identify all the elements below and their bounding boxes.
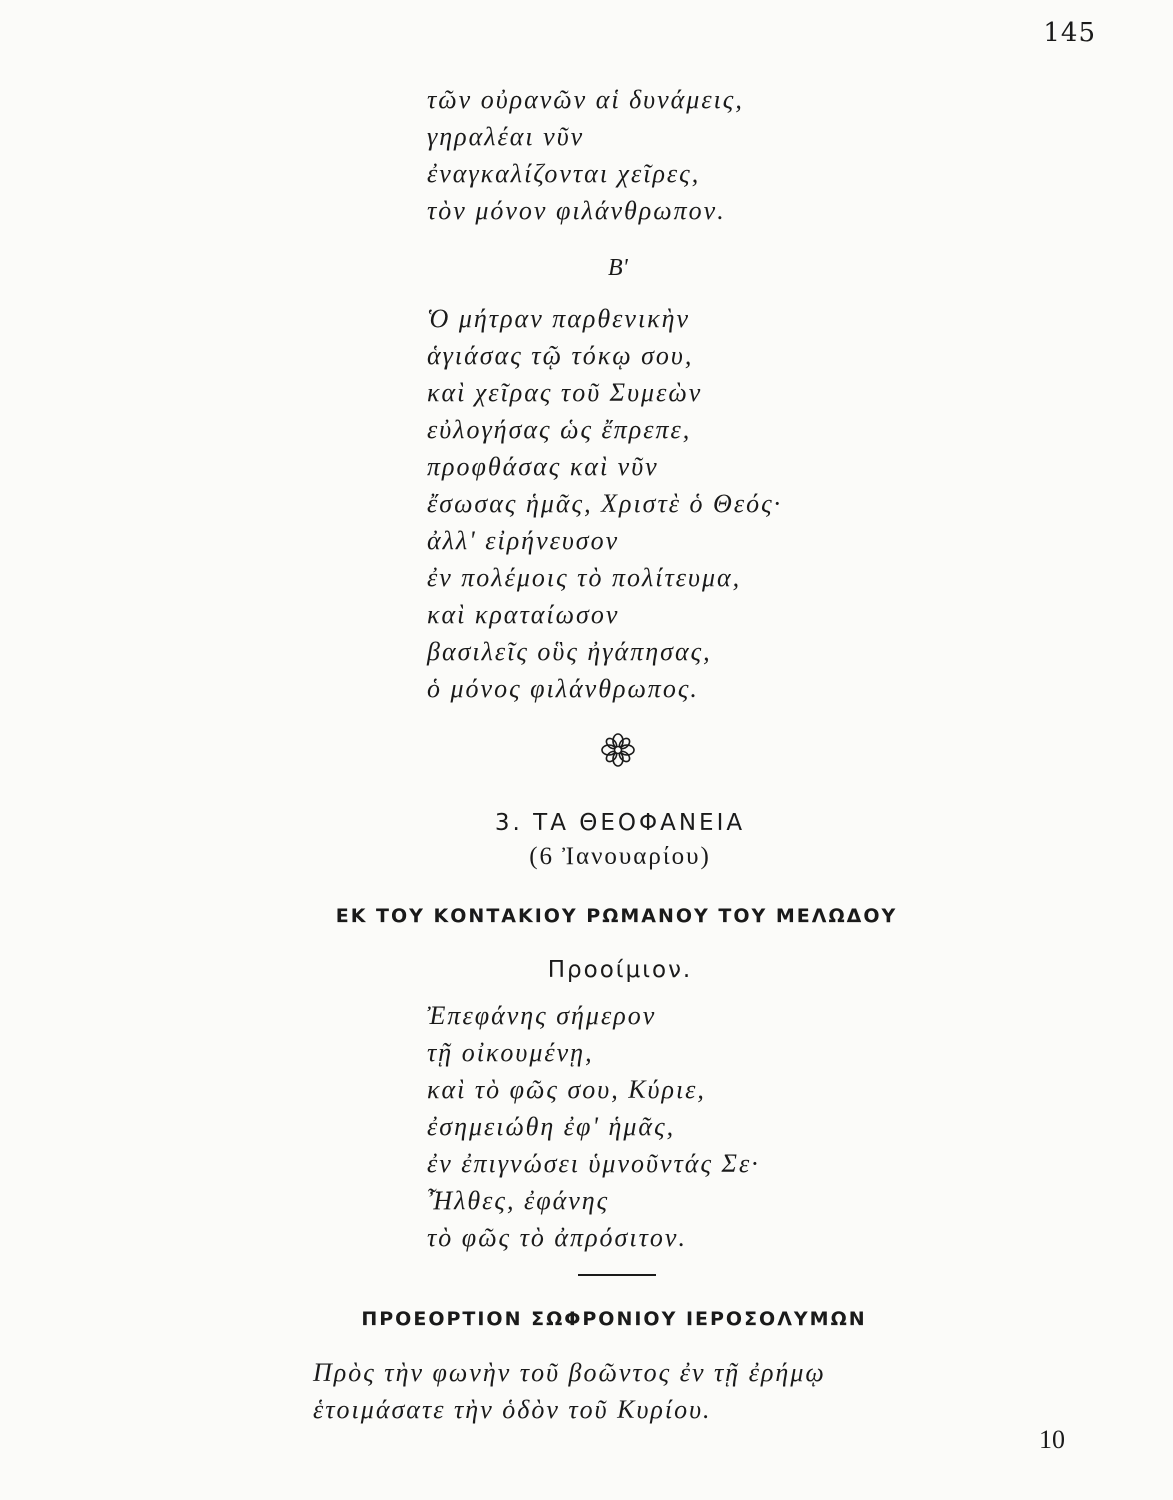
signature-mark: 10	[1039, 1425, 1065, 1454]
verse-line: τὸ φῶς τὸ ἀπρόσιτον.	[427, 1223, 687, 1252]
verse-line: καὶ κραταίωσον	[427, 600, 620, 629]
verse-line: ἁγιάσας τῷ τόκῳ σου,	[427, 341, 694, 370]
verse-line: καὶ χεῖρας τοῦ Συμεὼν	[427, 378, 703, 407]
verse-line: γηραλέαι νῦν	[427, 122, 585, 151]
verse-line: Ὁ μήτραν παρθενικὴν	[427, 304, 691, 333]
verse-prooimion	[427, 997, 760, 1256]
flower-ornament-icon	[600, 732, 636, 768]
verse-line: προφθάσας καὶ νῦν	[427, 452, 659, 481]
stanza-label: Β'	[608, 255, 628, 281]
verse-stanza-1	[427, 81, 744, 229]
verse-stanza-2	[427, 300, 782, 707]
verse-line: Ἦλθες, ἐφάνης	[427, 1186, 610, 1215]
section-date: (6 Ἰανουαρίου)	[529, 843, 711, 870]
verse-line: ἐν πολέμοις τὸ πολίτευμα,	[427, 563, 742, 592]
verse-line: ἔσωσας ἡμᾶς, Χριστὲ ὁ Θεός·	[427, 489, 783, 518]
source-heading-sophronius: ΠΡΟΕΟΡΤΙΟΝ ΣΩΦΡΟΝΙΟΥ ΙΕΡΟΣΟΛΥΜΩΝ	[361, 1308, 867, 1330]
verse-line: καὶ τὸ φῶς σου, Κύριε,	[427, 1075, 706, 1104]
prose-line: Πρὸς τὴν φωνὴν τοῦ βοῶντος ἐν τῇ ἐρήμῳ	[313, 1358, 826, 1387]
verse-line: βασιλεῖς οὓς ἠγάπησας,	[427, 637, 712, 666]
section-divider	[578, 1274, 656, 1276]
verse-line: ἐναγκαλίζονται χεῖρες,	[427, 159, 701, 188]
page-number: 145	[1043, 18, 1096, 48]
prose-text	[313, 1354, 826, 1428]
verse-line: εὐλογήσας ὡς ἔπρεπε,	[427, 415, 692, 444]
prooimion-label: Προοίμιον.	[547, 957, 693, 983]
verse-line: τῶν οὐρανῶν αἱ δυνάμεις,	[427, 85, 744, 114]
verse-line: ἐσημειώθη ἐφ' ἡμᾶς,	[427, 1112, 676, 1141]
verse-line: ἐν ἐπιγνώσει ὑμνοῦντάς Σε·	[427, 1149, 760, 1178]
verse-line: ὁ μόνος φιλάνθρωπος.	[427, 674, 699, 703]
verse-line: Ἐπεφάνης σήμερον	[427, 1001, 657, 1030]
verse-line: τῇ οἰκουμένῃ,	[427, 1038, 594, 1067]
source-heading-kontakion: ΕΚ ΤΟΥ ΚΟΝΤΑΚΙΟΥ ΡΩΜΑΝΟΥ ΤΟΥ ΜΕΛΩΔΟΥ	[335, 905, 898, 927]
verse-line: τὸν μόνον φιλάνθρωπον.	[427, 196, 726, 225]
section-title: 3. ΤΑ ΘΕΟΦΑΝΕΙΑ	[494, 810, 746, 836]
prose-line: ἑτοιμάσατε τὴν ὁδὸν τοῦ Κυρίου.	[313, 1395, 712, 1424]
verse-line: ἀλλ' εἰρήνευσον	[427, 526, 620, 555]
